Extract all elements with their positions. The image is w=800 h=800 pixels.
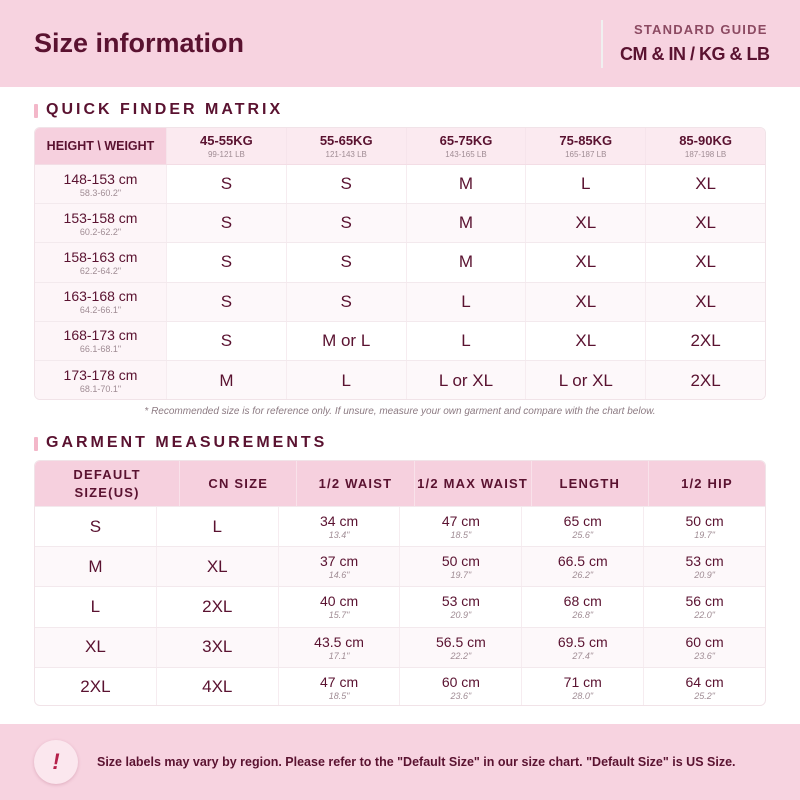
garment-section-title: GARMENT MEASUREMENTS [34, 434, 327, 452]
measure-cm: 69.5 cm [557, 633, 608, 650]
height-in: 64.2-66.1" [79, 305, 122, 316]
cn-size: L [212, 516, 222, 536]
cn-size-cell [156, 628, 278, 667]
footer-text: Size labels may vary by region. Please refer to the "Default Size" in our size chart. "Default Size" is US Size. [97, 755, 736, 769]
measurement-cell [521, 547, 643, 586]
column-header: 1/2 MAX WAIST [414, 461, 531, 506]
cn-size: 4XL [202, 677, 233, 697]
matrix-row [35, 361, 765, 400]
table-row [35, 627, 765, 667]
size-cell: L [525, 165, 645, 203]
matrix-row [35, 322, 765, 361]
measure-in: 15.7" [328, 610, 350, 621]
weight-lb: 143-165 LB [445, 150, 487, 159]
measure-cm: 56.5 cm [435, 633, 486, 650]
matrix-header-row [35, 128, 765, 165]
units-label: CM & IN / KG & LB [620, 44, 770, 64]
matrix-row [35, 204, 765, 243]
size-cell: S [166, 283, 286, 321]
footer-notice [0, 724, 800, 800]
header [0, 0, 800, 87]
measurement-cell [399, 668, 521, 706]
size-cell: L or XL [406, 361, 526, 400]
measurement-cell [399, 628, 521, 667]
height-header [35, 243, 166, 281]
size-cell: L [286, 361, 406, 400]
measure-cm: 64 cm [685, 673, 724, 690]
height-in: 58.3-60.2" [79, 187, 122, 198]
column-header: 1/2 HIP [648, 461, 765, 506]
measure-cm: 60 cm [441, 673, 480, 690]
us-size-cell [35, 587, 156, 626]
measurement-cell [278, 668, 400, 706]
size-cell: S [166, 322, 286, 360]
us-size-cell [35, 547, 156, 586]
us-size-cell [35, 507, 156, 546]
measure-in: 25.6" [572, 530, 594, 541]
size-cell: XL [525, 204, 645, 242]
weight-header [525, 128, 645, 164]
size-cell: S [286, 165, 406, 203]
table-row [35, 506, 765, 546]
height-cm: 158-163 cm [63, 248, 138, 265]
measure-in: 23.6" [450, 690, 472, 701]
height-in: 68.1-70.1" [79, 384, 122, 395]
measurement-cell [521, 507, 643, 546]
column-header: CN SIZE [179, 461, 296, 506]
size-cell: XL [525, 283, 645, 321]
height-in: 62.2-64.2" [79, 265, 122, 276]
height-cm: 168-173 cm [63, 327, 138, 344]
weight-header [645, 128, 765, 164]
us-size: L [90, 596, 101, 616]
cn-size-cell [156, 668, 278, 706]
size-cell: L or XL [525, 361, 645, 400]
size-cell: XL [645, 243, 765, 281]
height-cm: 148-153 cm [63, 170, 138, 187]
weight-kg: 45-55KG [200, 133, 253, 148]
measurement-cell [643, 628, 765, 667]
guide-label: STANDARD GUIDE [634, 22, 768, 37]
cn-size-cell [156, 507, 278, 546]
header-divider [601, 20, 603, 68]
us-size-cell [35, 668, 156, 706]
height-header [35, 361, 166, 400]
measure-in: 17.1" [328, 650, 350, 661]
measurement-cell [278, 547, 400, 586]
size-cell: M or L [286, 322, 406, 360]
measure-cm: 43.5 cm [314, 633, 364, 650]
height-cm: 153-158 cm [63, 209, 138, 226]
us-size: S [89, 516, 102, 536]
measurement-cell [399, 547, 521, 586]
weight-header [166, 128, 286, 164]
size-cell: XL [645, 204, 765, 242]
weight-kg: 65-75KG [439, 133, 493, 148]
measurement-cell [399, 587, 521, 626]
matrix-corner-label: HEIGHT \ WEIGHT [35, 128, 166, 164]
height-header [35, 322, 166, 360]
measure-in: 20.9" [694, 570, 715, 581]
measurement-cell [278, 507, 400, 546]
weight-lb: 187-198 LB [684, 150, 727, 159]
weight-kg: 55-65KG [319, 133, 373, 148]
measure-cm: 40 cm [320, 593, 359, 610]
height-cm: 173-178 cm [63, 367, 138, 384]
height-header [35, 283, 166, 321]
weight-lb: 99-121 LB [207, 150, 245, 159]
table-row [35, 667, 765, 706]
measure-in: 25.2" [694, 690, 715, 701]
weight-lb: 121-143 LB [325, 150, 367, 159]
measure-in: 28.0" [572, 690, 594, 701]
matrix-row [35, 243, 765, 282]
reference-note: * Recommended size is for reference only. If unsure, measure your own garment and compare with the chart below. [144, 406, 656, 417]
measure-cm: 47 cm [441, 513, 480, 530]
measure-in: 19.7" [450, 570, 472, 581]
measure-cm: 47 cm [320, 673, 359, 690]
measure-cm: 66.5 cm [557, 553, 608, 570]
measure-in: 23.6" [694, 650, 715, 661]
size-cell: S [166, 204, 286, 242]
measure-in: 18.5" [450, 530, 472, 541]
matrix-row [35, 165, 765, 204]
garment-measurements-table [34, 460, 766, 706]
quick-finder-matrix [34, 127, 766, 400]
size-cell: XL [645, 165, 765, 203]
size-cell: L [406, 283, 526, 321]
measure-in: 26.2" [572, 570, 594, 581]
weight-header [406, 128, 526, 164]
height-header [35, 165, 166, 203]
us-size: 2XL [80, 677, 111, 697]
measurement-cell [521, 668, 643, 706]
size-cell: 2XL [645, 361, 765, 400]
weight-kg: 85-90KG [679, 133, 732, 148]
us-size: M [88, 556, 103, 576]
size-cell: 2XL [645, 322, 765, 360]
cn-size: 3XL [202, 637, 233, 657]
measure-cm: 37 cm [320, 553, 359, 570]
measure-in: 19.7" [694, 530, 715, 541]
weight-header [286, 128, 406, 164]
size-cell: L [406, 322, 526, 360]
measure-in: 27.4" [572, 650, 594, 661]
size-cell: XL [525, 243, 645, 281]
column-header: LENGTH [531, 461, 648, 506]
cn-size-cell [156, 587, 278, 626]
measure-in: 22.0" [694, 610, 715, 621]
cn-size: 2XL [202, 596, 233, 616]
size-cell: XL [645, 283, 765, 321]
measure-cm: 56 cm [685, 593, 724, 610]
measure-cm: 71 cm [563, 673, 602, 690]
weight-lb: 165-187 LB [565, 150, 607, 159]
height-in: 60.2-62.2" [79, 226, 122, 237]
size-cell: M [406, 165, 526, 203]
measurement-cell [643, 547, 765, 586]
height-cm: 163-168 cm [63, 288, 138, 305]
matrix-section-title: QUICK FINDER MATRIX [34, 101, 283, 119]
size-cell: S [166, 243, 286, 281]
matrix-row [35, 283, 765, 322]
garment-header-row [35, 461, 765, 506]
size-cell: S [166, 165, 286, 203]
measurement-cell [521, 587, 643, 626]
measure-cm: 50 cm [441, 553, 480, 570]
size-cell: XL [525, 322, 645, 360]
measure-in: 20.9" [450, 610, 472, 621]
measure-in: 18.5" [328, 690, 350, 701]
size-cell: M [406, 204, 526, 242]
column-header: DEFAULT SIZE(US) [73, 466, 141, 500]
measurement-cell [278, 587, 400, 626]
weight-kg: 75-85KG [559, 133, 613, 148]
measure-cm: 65 cm [563, 513, 602, 530]
measurement-cell [643, 668, 765, 706]
measurement-cell [521, 628, 643, 667]
size-cell: M [166, 361, 286, 400]
cn-size: XL [206, 556, 228, 576]
measure-cm: 60 cm [685, 633, 724, 650]
measure-cm: 53 cm [685, 553, 724, 570]
measure-in: 13.4" [328, 530, 350, 541]
column-header: 1/2 WAIST [296, 461, 413, 506]
measure-in: 14.6" [328, 570, 350, 581]
measurement-cell [278, 628, 400, 667]
height-header [35, 204, 166, 242]
exclamation-icon: ! [34, 740, 78, 784]
measure-in: 22.2" [450, 650, 472, 661]
measure-in: 26.8" [572, 610, 594, 621]
measure-cm: 50 cm [685, 513, 724, 530]
measurement-cell [643, 587, 765, 626]
measure-cm: 68 cm [563, 593, 602, 610]
size-cell: S [286, 283, 406, 321]
cn-size-cell [156, 547, 278, 586]
table-row [35, 546, 765, 586]
height-in: 66.1-68.1" [79, 344, 122, 355]
size-cell: M [406, 243, 526, 281]
us-size: XL [85, 637, 106, 657]
measurement-cell [399, 507, 521, 546]
measurement-cell [643, 507, 765, 546]
table-row [35, 586, 765, 626]
measure-cm: 34 cm [320, 513, 359, 530]
page-title: Size information [34, 28, 245, 58]
us-size-cell [35, 628, 156, 667]
size-cell: S [286, 243, 406, 281]
size-cell: S [286, 204, 406, 242]
measure-cm: 53 cm [441, 593, 480, 610]
